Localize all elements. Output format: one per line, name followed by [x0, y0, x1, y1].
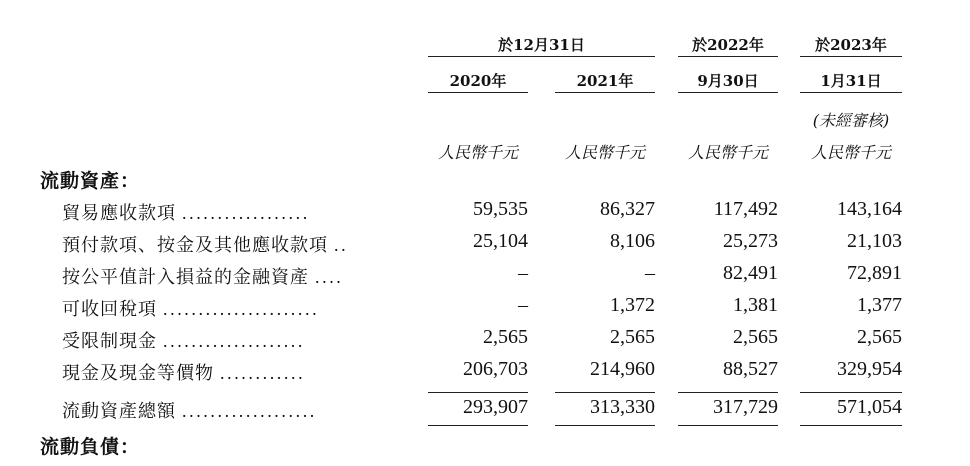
row-value-col2: 2,565 — [610, 326, 655, 348]
row-value-col1: – — [518, 294, 528, 316]
row-label-text: 現金及現金等價物 — [62, 363, 214, 384]
unit-col1: 人民幣千元 — [437, 143, 518, 162]
row-leader-dots: .................... — [163, 331, 305, 351]
total-rule-col2 — [555, 425, 655, 426]
header-group-2022: 於2022年 — [692, 36, 764, 54]
row-value-col1: 206,703 — [463, 358, 528, 380]
row-label — [62, 263, 343, 289]
row-label — [62, 231, 348, 257]
row-value-col3: 82,491 — [723, 262, 778, 284]
row-label — [62, 359, 305, 385]
row-value-col1: 25,104 — [473, 230, 528, 252]
row-value-col2: 313,330 — [590, 396, 655, 418]
row-value-col2: 86,327 — [600, 198, 655, 220]
section-current-liabilities: 流動負債： — [40, 436, 141, 458]
row-value-col2: 1,372 — [610, 294, 655, 316]
total-rule-col4 — [800, 425, 902, 426]
row-label — [62, 295, 319, 321]
header-rule-col1 — [428, 92, 528, 93]
row-label-text: 受限制現金 — [62, 331, 157, 352]
row-value-col4: 143,164 — [837, 198, 902, 220]
subtotal-rule-col1 — [428, 392, 528, 393]
row-label-text: 可收回稅項 — [62, 299, 157, 320]
subtotal-rule-col4 — [800, 392, 902, 393]
row-value-col1: 2,565 — [483, 326, 528, 348]
row-label-text: 按公平值計入損益的金融資產 — [62, 267, 309, 288]
row-value-col3: 2,565 — [733, 326, 778, 348]
row-label — [62, 327, 305, 353]
row-label-text: 預付款項、按金及其他應收款項 — [62, 235, 328, 256]
row-value-col3: 25,273 — [723, 230, 778, 252]
unit-col2: 人民幣千元 — [564, 143, 645, 162]
row-leader-dots: ...................... — [163, 299, 320, 319]
row-value-col2: 8,106 — [610, 230, 655, 252]
header-rule-col4 — [800, 92, 902, 93]
header-rule-group3 — [800, 56, 902, 57]
row-leader-dots: .. — [334, 235, 349, 255]
header-col-2020: 2020年 — [449, 72, 507, 90]
subtotal-rule-col3 — [678, 392, 778, 393]
row-value-col4: 21,103 — [847, 230, 902, 252]
row-leader-dots: .... — [315, 267, 344, 287]
header-rule-col3 — [678, 92, 778, 93]
header-group-dec31: 於12月31日 — [498, 36, 585, 54]
total-rule-col3 — [678, 425, 778, 426]
unit-col3: 人民幣千元 — [687, 143, 768, 162]
row-value-col4: 571,054 — [837, 396, 902, 418]
row-label — [62, 199, 310, 225]
row-value-col4: 2,565 — [857, 326, 902, 348]
row-value-col1: 293,907 — [463, 396, 528, 418]
row-leader-dots: ................... — [182, 401, 317, 421]
header-rule-col2 — [555, 92, 655, 93]
row-label — [62, 397, 317, 423]
row-value-col1: 59,535 — [473, 198, 528, 220]
row-value-col4: 329,954 — [837, 358, 902, 380]
subtotal-rule-col2 — [555, 392, 655, 393]
total-rule-col1 — [428, 425, 528, 426]
row-value-col4: 1,377 — [857, 294, 902, 316]
row-value-col3: 1,381 — [733, 294, 778, 316]
unaudited-note: (未經審核) — [812, 111, 890, 130]
header-col-jan31: 1月31日 — [820, 72, 882, 90]
header-col-sep30: 9月30日 — [697, 72, 759, 90]
row-leader-dots: ............ — [220, 363, 306, 383]
header-col-2021: 2021年 — [576, 72, 634, 90]
row-value-col2: 214,960 — [590, 358, 655, 380]
row-value-col3: 117,492 — [713, 198, 778, 220]
header-rule-group1 — [428, 56, 655, 57]
row-value-col4: 72,891 — [847, 262, 902, 284]
row-label-text: 貿易應收款項 — [62, 203, 176, 224]
row-value-col2: – — [645, 262, 655, 284]
row-leader-dots: .................. — [182, 203, 310, 223]
row-value-col1: – — [518, 262, 528, 284]
row-value-col3: 88,527 — [723, 358, 778, 380]
section-current-assets: 流動資產： — [40, 170, 141, 192]
unit-col4: 人民幣千元 — [810, 143, 891, 162]
header-rule-group2 — [678, 56, 778, 57]
row-label-text: 流動資產總額 — [62, 401, 176, 422]
header-group-2023: 於2023年 — [815, 36, 887, 54]
row-value-col3: 317,729 — [713, 396, 778, 418]
